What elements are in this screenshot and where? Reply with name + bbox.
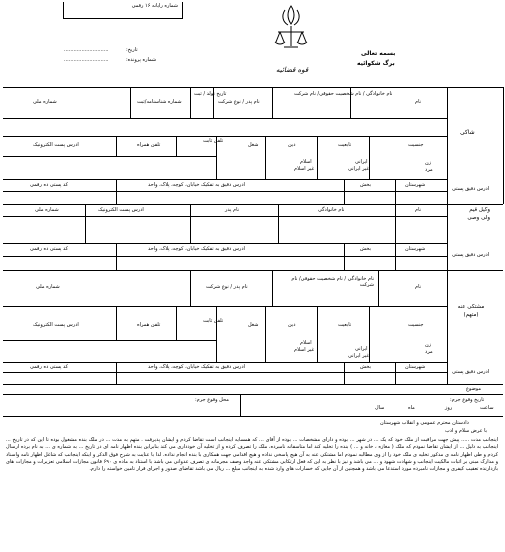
a-street: ادرس دقیق به تفکیک خیابان، کوچه، پلاک، واحد: [148, 246, 245, 252]
p-job: شغل: [248, 142, 259, 148]
judiciary-logotype: قوه قضائیه: [276, 66, 309, 74]
p-col-id: شماره شناسنامه/ثبت: [137, 99, 182, 105]
a-col-email: ادرس پست الکترونیک: [98, 207, 144, 213]
p-non-iranian[interactable]: غیر ایرانی: [348, 166, 369, 172]
p-col-father: نام پدر / نوع شرکت: [218, 99, 260, 105]
p-phone: تلفن ثابت: [203, 138, 224, 144]
p-male[interactable]: مرد: [425, 167, 433, 173]
salutation-prosecutor: دادستان محترم عمومی و انقلاب شهرستان: [380, 420, 469, 426]
date-label: تاریخ:: [126, 47, 138, 53]
time-month: ماه: [408, 405, 415, 411]
d-islam[interactable]: اسلام: [300, 340, 312, 346]
p-street: ادرس دقیق به تفکیک خیابان، کوچه، پلاک، واحد: [148, 182, 245, 188]
p-postal: کد پستی ده رقمی: [30, 182, 69, 188]
p-mobile: تلفن همراه: [137, 142, 161, 148]
p-religion: دین: [288, 142, 296, 148]
time-day: روز: [445, 405, 453, 411]
d-postal: کد پستی ده رقمی: [30, 364, 69, 370]
plaintiff-section-label: شاکی: [460, 129, 475, 136]
a-district: بخش: [360, 246, 371, 252]
p-address-label: ادرس دقیق پستی: [452, 186, 490, 192]
d-phone: تلفن ثابت: [203, 318, 224, 324]
p-islam[interactable]: اسلام: [300, 159, 312, 165]
p-email: ادرس پست الکترونیک: [33, 142, 79, 148]
time-hour: ساعت: [480, 405, 494, 411]
p-district: بخش: [360, 182, 371, 188]
a-city: شهرستان: [405, 246, 426, 252]
a-col-father: نام پدر: [225, 207, 240, 213]
file-dots: ............................: [64, 57, 109, 63]
d-iranian[interactable]: ایرانی: [355, 346, 368, 352]
defendant-section-label: مشتکی عنه (متهم): [457, 304, 485, 318]
d-col-national: شماره ملی: [36, 284, 60, 290]
d-female[interactable]: زن: [425, 342, 432, 348]
d-email: ادرس پست الکترونیک: [33, 322, 79, 328]
p-gender: جنسیت: [408, 142, 424, 148]
a-col-name: نام: [415, 207, 422, 213]
date-dots: ............................: [64, 47, 109, 53]
complaint-body: اینجانب مدت ..... پیش جهت مراقبت از ملک خود که یک ... در شهر ... بوده و دارای مشخصات ... بوده از آقای ... که همسایه اینجانب است تقاضا کردم و ایشان پذیرفت . متهم به مدت ... در ملک بنده مشغول بوده تا این که در تاریخ ... اینجانب به دلیل ... از ایشان تقاضا نمودم که ملک ( مغازه ، خانه و ... ) بنده را تخلیه کند اما متاسفانه نامبرده، ملک را تصرف کرده و از تخلیه آن خودداری می کند بنابراین بنده اظهار نامه ای در تاریخ ... به شماره ی ... به نام برده ارسال کردم و طی اظهار نامه ی مذکور تخلیه ی ملک خود را از وی مطالبه نمودم اما مشتکی عنه به آن هیچ پاسخی نداده و هیچ اقدامی جهت همکاری با بنده انجام نداده. لذا با عنایت به شرح فوق الذکر و اینکه اینجانب که شاغل اظهار نامه واسناد و مدارک مبنی بر اثبات مالکیت اینجانب و شهادت شهود و ... می باشد و نیز با نظر به این که فعل ارتکابی مشتکی عنه واجد وصف مجرمانه ی تصرف عدوانی می باشد با استناد به ماده ی ۶۹۰ قانون مجازات اسلامی تعزیرات و مجازات های بازدارنده تعقیب کیفری و مجازات نامبرده مورد استدعا می باشد و همچنین از آن جایی که خسارات های وارد شده به اینجانب مبلغ ... ریال می باشد تقاضای صدور و اجرای قرار تامین خواسته را دارم.: [6, 437, 498, 473]
p-col-family: نام خانوادگی / نام شخصیت حقوقی/ نام شرکت: [294, 91, 393, 97]
a-col-family: نام خانوادگی: [318, 207, 345, 213]
d-non-iranian[interactable]: غیر ایرانی: [348, 353, 369, 359]
a-col-national: شماره ملی: [35, 207, 59, 213]
computer-code-box: [63, 2, 183, 19]
a-address-label: ادرس دقیق پستی: [452, 252, 490, 258]
d-district: بخش: [360, 364, 371, 370]
judiciary-emblem-icon: [273, 2, 309, 54]
p-col-birth: تاریخ تولد / ثبت: [194, 91, 227, 97]
d-male[interactable]: مرد: [425, 349, 433, 355]
d-nationality: تابعیت: [338, 322, 352, 328]
d-city: شهرستان: [405, 364, 426, 370]
salutation-greeting: با عرض سلام و ادب: [445, 428, 488, 434]
p-city: شهرستان: [405, 182, 426, 188]
p-nationality: تابعیت: [338, 142, 352, 148]
d-col-name: نام: [415, 284, 422, 290]
bismillah: بسمه تعالی: [361, 50, 396, 57]
crime-date-label: تاریخ وقوع جرم:: [450, 397, 485, 403]
subject-label: موضوع: [466, 386, 482, 392]
d-address-label: ادرس دقیق پستی: [452, 369, 490, 375]
d-mobile: تلفن همراه: [137, 322, 161, 328]
a-postal: کد پستی ده رقمی: [30, 246, 69, 252]
p-female[interactable]: زن: [425, 160, 432, 166]
attorney-section-label: وکیل قیم ولی وصی: [467, 207, 490, 221]
time-year: سال: [375, 405, 385, 411]
d-col-father: نام پدر / نوع شرکت: [206, 284, 248, 290]
p-col-name: نام: [415, 99, 422, 105]
d-gender: جنسیت: [408, 322, 424, 328]
computer-code-label: شماره رایانه ۱۶ رقمی: [131, 3, 178, 9]
file-number-label: شماره پرونده:: [126, 57, 157, 63]
d-street: ادرس دقیق به تفکیک خیابان، کوچه، پلاک، واحد: [148, 364, 245, 370]
p-col-national: شماره ملی: [33, 99, 57, 105]
p-iranian[interactable]: ایرانی: [355, 159, 368, 165]
crime-place-label: محل وقوع جرم:: [195, 397, 229, 403]
form-title: برگ شکوائیه: [357, 60, 395, 67]
d-non-islam[interactable]: غیر اسلام: [294, 347, 315, 353]
p-non-islam[interactable]: غیر اسلام: [294, 166, 315, 172]
d-job: شغل: [248, 322, 259, 328]
d-religion: دین: [288, 322, 296, 328]
d-col-family: نام خانوادگی / نام شخصیت حقوقی/ نام شرکت: [291, 276, 374, 288]
